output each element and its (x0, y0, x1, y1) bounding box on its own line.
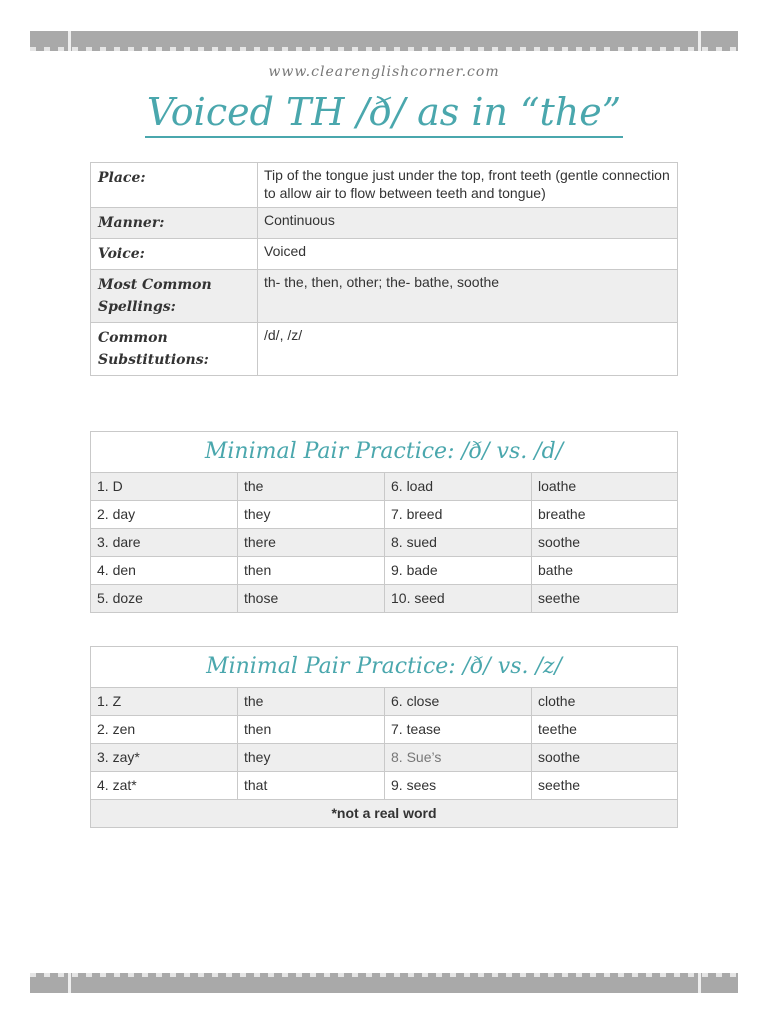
ribbon-notch (68, 31, 71, 51)
table-row (91, 270, 678, 323)
row-value: Continuous (258, 208, 678, 239)
table-row (91, 239, 678, 270)
table-cell: the (238, 473, 385, 501)
table-cell: clothe (532, 688, 678, 716)
table-cell: 1. D (91, 473, 238, 501)
table-cell: 5. doze (91, 585, 238, 613)
table-row (91, 473, 678, 501)
page-title (0, 90, 768, 134)
row-label: Voice: (91, 239, 258, 270)
table-cell: the (238, 688, 385, 716)
row-label: Place: (91, 163, 258, 208)
table-cell: those (238, 585, 385, 613)
table-cell: 9. bade (385, 557, 532, 585)
top-ribbon-decoration (30, 31, 738, 51)
table-cell: soothe (532, 529, 678, 557)
table-row (91, 163, 678, 208)
bottom-ribbon-decoration (30, 973, 738, 993)
table-row (91, 529, 678, 557)
table-cell: they (238, 501, 385, 529)
page-title-text: Voiced TH /ð/ as in “the” (145, 90, 623, 138)
table-cell: 7. breed (385, 501, 532, 529)
sound-info-table (90, 162, 678, 376)
table-cell: bathe (532, 557, 678, 585)
table-cell: breathe (532, 501, 678, 529)
table-cell: then (238, 716, 385, 744)
table-cell: 8. sued (385, 529, 532, 557)
row-label: Manner: (91, 208, 258, 239)
minimal-pair-table-d (90, 431, 678, 613)
table-cell: 6. close (385, 688, 532, 716)
row-label: Most Common Spellings: (91, 270, 258, 323)
table-cell: seethe (532, 585, 678, 613)
table-cell: 10. seed (385, 585, 532, 613)
table-row (91, 501, 678, 529)
footnote: *not a real word (91, 800, 678, 828)
table-cell: 3. dare (91, 529, 238, 557)
minimal-pair-table-z (90, 646, 678, 828)
table-row (91, 323, 678, 376)
table-cell: 2. day (91, 501, 238, 529)
table-cell: then (238, 557, 385, 585)
row-value: Tip of the tongue just under the top, front teeth (gentle connection to allow air to flow between teeth and tongue) (258, 163, 678, 208)
table-cell: 4. den (91, 557, 238, 585)
table-cell: loathe (532, 473, 678, 501)
table-cell: 4. zat* (91, 772, 238, 800)
table-row (91, 557, 678, 585)
table-cell: 6. load (385, 473, 532, 501)
table-heading-row (91, 432, 678, 473)
table-row (91, 744, 678, 772)
row-value: th- the, then, other; the- bathe, soothe (258, 270, 678, 323)
table-heading: Minimal Pair Practice: /ð/ vs. /d/ (91, 432, 678, 473)
table-heading: Minimal Pair Practice: /ð/ vs. /z/ (91, 647, 678, 688)
table-row (91, 772, 678, 800)
website-url: www.clearenglishcorner.com (268, 64, 500, 80)
ribbon-notch (698, 31, 701, 51)
table-cell: seethe (532, 772, 678, 800)
table-cell: teethe (532, 716, 678, 744)
table-cell: 7. tease (385, 716, 532, 744)
table-cell: 8. Sue’s (385, 744, 532, 772)
row-value: Voiced (258, 239, 678, 270)
ribbon-notch (698, 973, 701, 993)
table-cell: that (238, 772, 385, 800)
table-cell: 2. zen (91, 716, 238, 744)
row-label: Common Substitutions: (91, 323, 258, 376)
table-row (91, 716, 678, 744)
table-heading-row (91, 647, 678, 688)
table-cell: there (238, 529, 385, 557)
table-row (91, 208, 678, 239)
table-row (91, 585, 678, 613)
row-value: /d/, /z/ (258, 323, 678, 376)
table-cell: 1. Z (91, 688, 238, 716)
table-cell: 3. zay* (91, 744, 238, 772)
table-cell: 9. sees (385, 772, 532, 800)
table-row (91, 688, 678, 716)
table-cell: they (238, 744, 385, 772)
ribbon-notch (68, 973, 71, 993)
footnote-row (91, 800, 678, 828)
table-cell: soothe (532, 744, 678, 772)
